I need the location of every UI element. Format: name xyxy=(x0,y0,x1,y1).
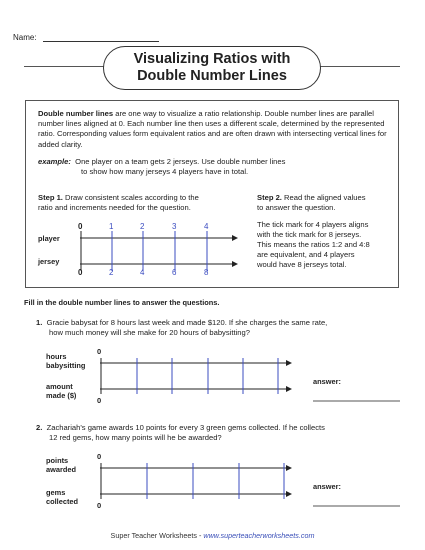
name-label: Name: xyxy=(13,33,37,42)
footer xyxy=(0,531,425,540)
example-line-2: to show how many jerseys 4 players have in total. xyxy=(81,167,249,176)
footer-link[interactable]: www.superteacherworksheets.com xyxy=(203,531,315,540)
q2-answer-label: answer: xyxy=(313,482,341,491)
player-label: player xyxy=(38,234,60,243)
jersey-tick-2: 4 xyxy=(140,268,145,277)
q2-bottom-label-line: collected xyxy=(46,497,79,506)
q2-bottom-label-line: gems xyxy=(46,488,66,497)
step-2-label: Step 2. xyxy=(257,193,282,202)
q1-top-label-line: babysitting xyxy=(46,361,86,370)
step-1-line-1: Draw consistent scales according to the xyxy=(62,193,199,202)
q1-top-zero: 0 xyxy=(97,347,102,356)
question-1-number: 1. xyxy=(36,318,43,327)
title-line-2: Double Number Lines xyxy=(137,68,287,84)
q1-top-label-line: hours xyxy=(46,352,67,361)
question-1-line-2: how much money will she make for 20 hours of babysitting? xyxy=(49,328,250,337)
explain-line: are equivalent, and 4 players xyxy=(257,250,355,259)
q2-bottom-zero: 0 xyxy=(97,501,102,510)
question-2-line-1: Zachariah's game awards 10 points for every 3 green gems collected. If he collects xyxy=(46,423,325,432)
q2-top-label-line: awarded xyxy=(46,465,76,474)
explain-line: would have 8 jerseys total. xyxy=(257,260,347,269)
q1-bottom-label-line: made ($) xyxy=(46,391,77,400)
step-2-line-1: Read the aligned values xyxy=(281,193,366,202)
q2-top-zero: 0 xyxy=(97,452,102,461)
explain-line: The tick mark for 4 players aligns xyxy=(257,220,369,229)
q2-top-label-line: points xyxy=(46,456,69,465)
explain-line: with the tick mark for 8 jerseys. xyxy=(257,230,362,239)
step-1-label: Step 1. xyxy=(38,193,63,202)
q1-bottom-label-line: amount xyxy=(46,382,73,391)
player-tick-0: 0 xyxy=(78,222,83,231)
jersey-tick-4: 8 xyxy=(204,268,209,277)
footer-brand: Super Teacher Worksheets xyxy=(110,531,197,540)
footer-separator: - xyxy=(196,531,204,540)
example-label: example: xyxy=(38,157,71,166)
step-1-line-2: ratio and increments needed for the question. xyxy=(38,203,191,212)
player-tick-1: 1 xyxy=(109,222,114,231)
intro-term: Double number lines xyxy=(38,109,114,118)
jersey-label: jersey xyxy=(38,257,60,266)
question-2-line-2: 12 red gems, how many points will he be awarded? xyxy=(49,433,222,442)
player-tick-3: 3 xyxy=(172,222,177,231)
question-2-number: 2. xyxy=(36,423,43,432)
example-line-1: One player on a team gets 2 jerseys. Use double number lines xyxy=(75,157,286,166)
player-tick-4: 4 xyxy=(204,222,209,231)
q1-answer-label: answer: xyxy=(313,377,341,386)
jersey-tick-3: 6 xyxy=(172,268,177,277)
intro-text: are one way to visualize a ratio relationship. Double number lines are parallel number lines aligned at 0. Each number line then uses a different scale, determined by the represented ratio. Corresponding values form equivalent ratios and are often drawn with intersecting vertical lines for added clarity. xyxy=(38,109,387,149)
title-line-1: Visualizing Ratios with xyxy=(133,51,291,67)
jersey-tick-0: 0 xyxy=(78,268,83,277)
explain-line: This means the ratios 1:2 and 4:8 xyxy=(257,240,370,249)
player-tick-2: 2 xyxy=(140,222,145,231)
question-1-line-1: Gracie babysat for 8 hours last week and made $120. If she charges the same rate, xyxy=(46,318,328,327)
section-heading: Fill in the double number lines to answer the questions. xyxy=(24,298,220,307)
step-2-line-2: to answer the question. xyxy=(257,203,336,212)
jersey-tick-1: 2 xyxy=(109,268,114,277)
q1-bottom-zero: 0 xyxy=(97,396,102,405)
